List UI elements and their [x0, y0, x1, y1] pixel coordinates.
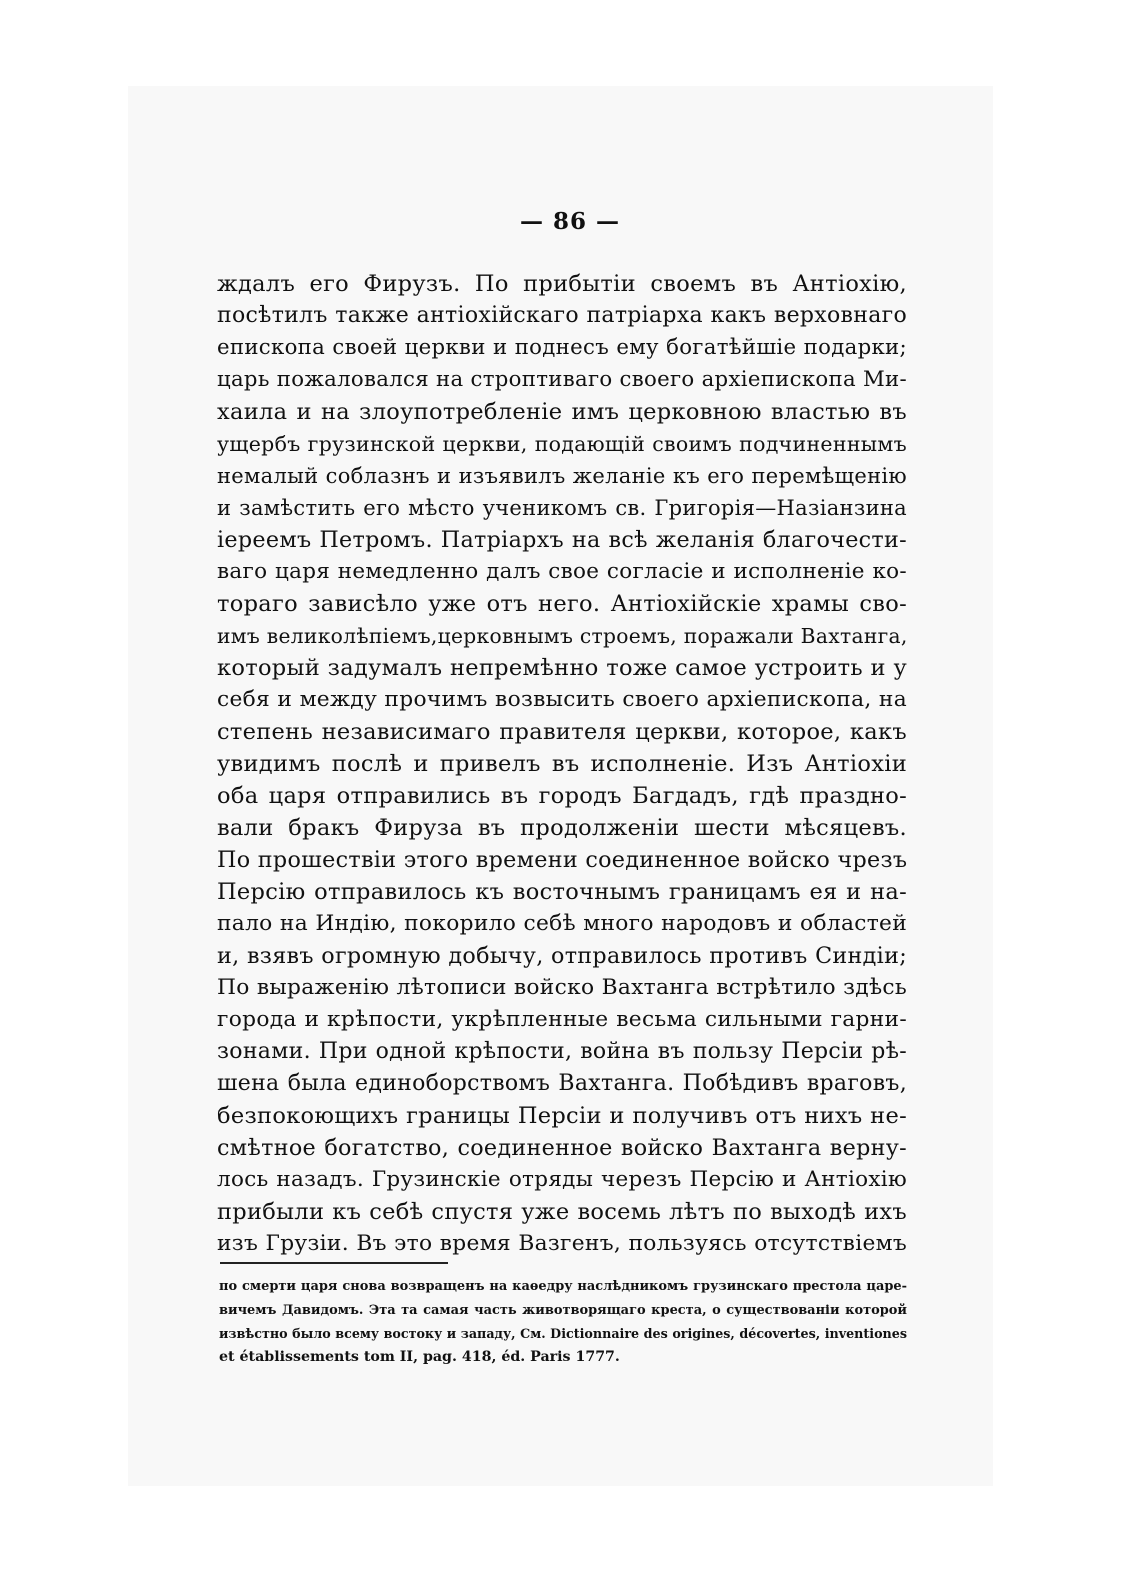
text-line: пало на Индію, покорило себѣ много народовъ и областей: [217, 911, 907, 936]
text-line: шена была единоборствомъ Вахтанга. Побѣдивъ враговъ,: [217, 1071, 907, 1096]
footnote-line: по смерти царя снова возвращенъ на каѳедру наслѣдникомъ грузинскаго престола царе-: [219, 1279, 907, 1294]
text-line: зонами. При одной крѣпости, война въ пользу Персіи рѣ-: [217, 1039, 907, 1064]
text-line: прибыли къ себѣ спустя уже восемь лѣтъ по выходѣ ихъ: [217, 1199, 907, 1225]
text-line: города и крѣпости, укрѣпленные весьма сильными гарни-: [217, 1007, 907, 1032]
text-line: іереемъ Петромъ. Патріархъ на всѣ желанія благочести-: [217, 527, 907, 553]
text-line: оба царя отправились въ городъ Багдадъ, гдѣ праздно-: [217, 783, 907, 809]
text-line: вали бракъ Фируза въ продолженіи шести мѣсяцевъ.: [217, 815, 907, 841]
text-line: который задумалъ непремѣнно тоже самое устроить и у: [217, 655, 907, 681]
text-line: себя и между прочимъ возвысить своего архіепископа, на: [217, 687, 907, 712]
footnote-divider: [220, 1262, 448, 1264]
text-line: и, взявъ огромную добычу, отправилось противъ Синдіи;: [217, 943, 907, 969]
text-line: имъ великолѣпіемъ,церковнымъ строемъ, поражали Вахтанга,: [217, 624, 908, 648]
text-line: посѣтилъ также антіохійскаго патріарха какъ верховнаго: [217, 303, 907, 328]
text-line: немалый соблазнъ и изъявилъ желаніе къ его перемѣщенію: [217, 464, 907, 488]
text-line: По выраженію лѣтописи войско Вахтанга встрѣтило здѣсь: [217, 975, 908, 1000]
footnote-line: вичемъ Давидомъ. Эта та самая часть животворящаго креста, о существованіи которой: [219, 1302, 907, 1318]
text-line: лось назадъ. Грузинскіе отряды черезъ Персію и Антіохію: [217, 1167, 907, 1192]
text-line: ждалъ его Фирузъ. По прибытіи своемъ въ Антіохію,: [217, 271, 907, 297]
text-line: изъ Грузіи. Въ это время Вазгенъ, пользуясь отсутствіемъ: [217, 1231, 907, 1256]
text-line: епископа своей церкви и поднесъ ему богатѣйшіе подарки;: [217, 335, 907, 360]
footnote: [219, 1275, 907, 1369]
text-line: увидимъ послѣ и привелъ въ исполненіе. Изъ Антіохіи: [217, 751, 907, 777]
text-line: хаила и на злоупотребленіе имъ церковною властью въ: [217, 399, 907, 425]
page-number: — 86 —: [519, 208, 621, 235]
text-line: степень независимаго правителя церкви, которое, какъ: [217, 719, 907, 745]
text-line: По прошествіи этого времени соединенное войско чрезъ: [217, 847, 908, 873]
text-line: смѣтное богатство, соединенное войско Вахтанга верну-: [217, 1135, 907, 1161]
text-line: ущербъ грузинской церкви, подающій своимъ подчиненнымъ: [217, 432, 907, 456]
text-line: и замѣстить его мѣсто ученикомъ св. Григорія—Назіанзина: [217, 496, 907, 520]
text-line: ваго царя немедленно далъ свое согласіе и исполненіе ко-: [217, 559, 907, 584]
text-line: тораго зависѣло уже отъ него. Антіохійскіе храмы сво-: [217, 591, 907, 617]
text-line: безпокоющихъ границы Персіи и получивъ отъ нихъ не-: [217, 1103, 907, 1129]
text-line: царь пожаловался на строптиваго своего архіепископа Ми-: [217, 367, 907, 392]
body-text: [217, 268, 907, 1260]
text-line: Персію отправилось къ восточнымъ границамъ ея и на-: [217, 879, 907, 905]
footnote-line: извѣстно было всему востоку и западу, См. Dictionnaire des origines, décovertes, inventiones: [219, 1326, 907, 1341]
footnote-line: et établissements tom II, pag. 418, éd. Paris 1777.: [219, 1348, 620, 1365]
